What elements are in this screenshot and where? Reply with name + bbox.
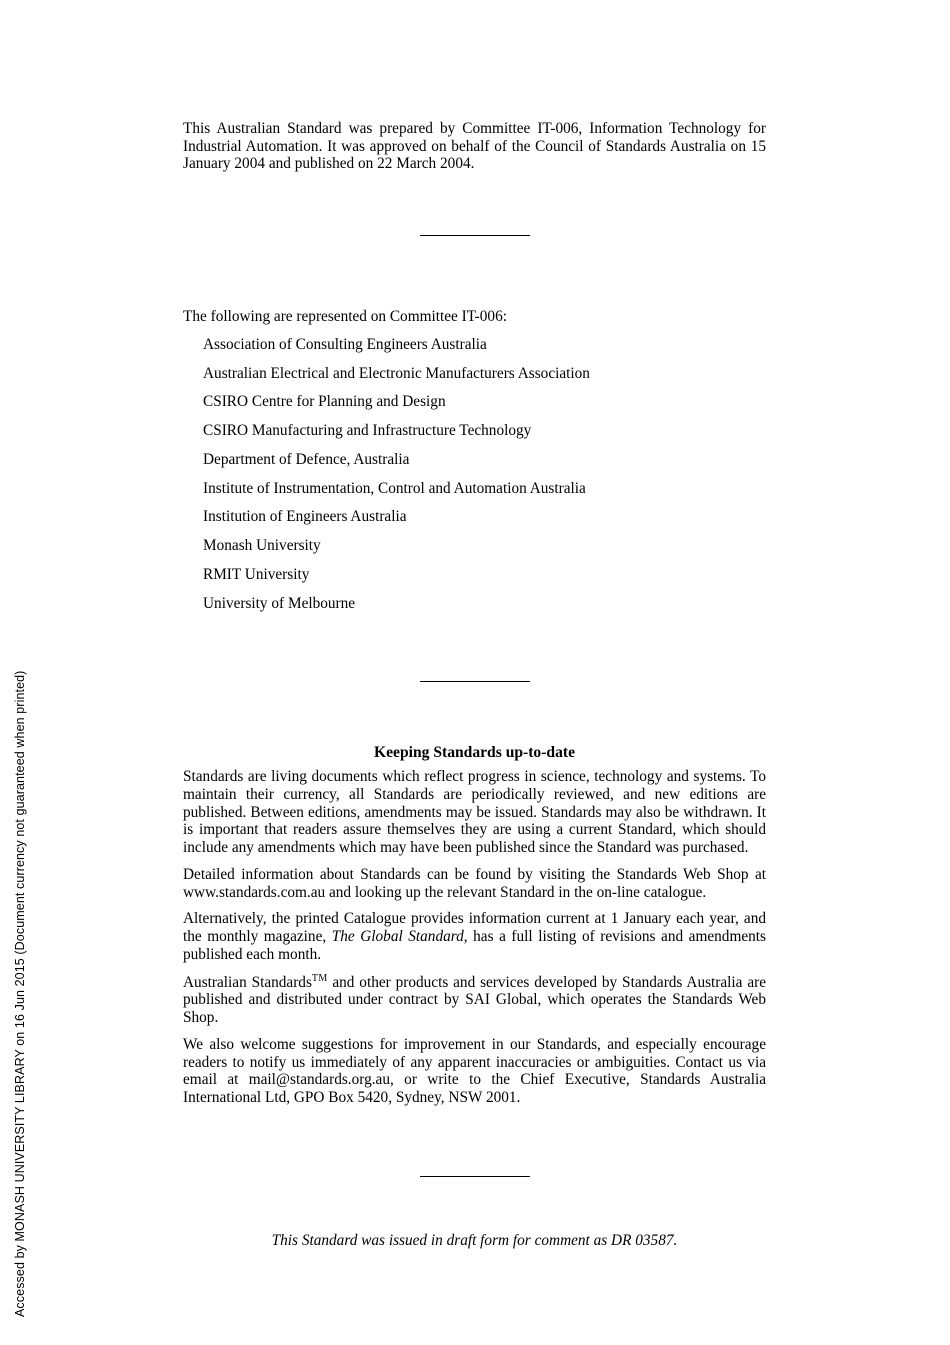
products-text-pre: Australian Standards (183, 973, 312, 991)
list-item: CSIRO Manufacturing and Infrastructure Technology (203, 422, 532, 440)
list-item: CSIRO Centre for Planning and Design (203, 393, 446, 411)
draft-form-note: This Standard was issued in draft form for comment as DR 03587. (271, 1231, 678, 1249)
access-stamp: Accessed by MONASH UNIVERSITY LIBRARY on 16 Jun 2015 (Document currency not guaranteed when printed) (13, 670, 27, 1317)
spacer-6 (183, 1177, 766, 1232)
keeping-paragraph-suggestions: We also welcome suggestions for improvement in our Standards, and especially encourage readers to notify us immediately of any apparent inaccuracies or ambiguities. Contact us via email at mail@standards.org.au, or write to the Chief Executive, Standards Australia International Ltd, GPO Box 5420, Sydney, NSW 2001. (183, 1035, 766, 1107)
list-item: Monash University (203, 537, 321, 555)
spacer-5 (183, 1116, 766, 1176)
products-text-post: and other products and services developed by Standards Australia are published and distributed under contract by SAI Global, which operates the Standards Web Shop. (183, 973, 766, 1027)
spacer-4 (183, 682, 766, 744)
catalogue-text-post: , has a full listing of revisions and amendments published each month. (183, 928, 766, 963)
spacer-2 (183, 236, 766, 308)
list-item: RMIT University (203, 565, 310, 583)
page-content (183, 120, 766, 1250)
preparation-statement: This Australian Standard was prepared by Committee IT-006, Information Technology for Industrial Automation. It was approved on behalf of the Council of Standards Australia on 15 January 2004 and published on 22 March 2004. (183, 120, 766, 173)
divider-rule (420, 1176, 530, 1177)
trademark-mark: TM (311, 972, 328, 984)
keeping-paragraph-catalogue (183, 910, 766, 963)
magazine-title: The Global Standard (331, 928, 464, 946)
list-item: Institution of Engineers Australia (203, 508, 407, 526)
list-item: Department of Defence, Australia (203, 450, 410, 468)
list-item: University of Melbourne (203, 594, 356, 612)
divider-rule (420, 681, 530, 682)
list-item: Australian Electrical and Electronic Manufacturers Association (203, 364, 590, 382)
keeping-paragraph-2: Detailed information about Standards can be found by visiting the Standards Web Shop at www.standards.com.au and looking up the relevant Standard in the on-line catalogue. (183, 865, 766, 901)
committee-members-list (183, 336, 766, 612)
divider-rule (420, 235, 530, 236)
keeping-paragraph-products (183, 973, 766, 1027)
spacer-1 (183, 173, 766, 235)
spacer-3 (183, 623, 766, 681)
committee-intro: The following are represented on Committee IT-006: (183, 308, 507, 326)
keeping-paragraph-1: Standards are living documents which reflect progress in science, technology and systems. To maintain their currency, all Standards are periodically reviewed, and new editions are published. Between editions, amendments may be issued. Standards may also be withdrawn. It is important that readers assure themselves they are using a current Standard, which should include any amendments which may have been published since the Standard was purchased. (183, 768, 766, 857)
list-item: Institute of Instrumentation, Control and Automation Australia (203, 479, 586, 497)
list-item: Association of Consulting Engineers Australia (203, 335, 487, 353)
catalogue-text-pre: Alternatively, the printed Catalogue provides information current at 1 January each year, and the monthly magazine, (183, 910, 766, 946)
section-title-keeping-standards: Keeping Standards up-to-date (373, 744, 575, 762)
